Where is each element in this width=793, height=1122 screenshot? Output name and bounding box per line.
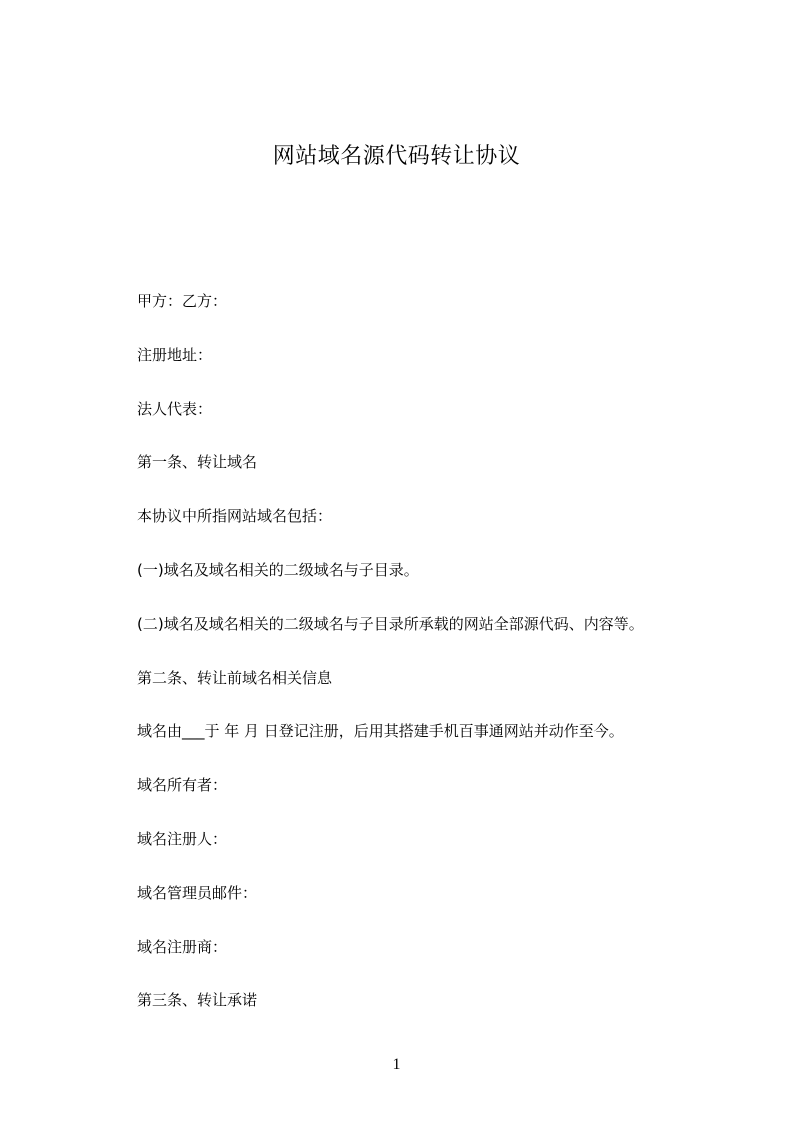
- article-1-heading: 第一条、转让域名: [137, 453, 258, 472]
- domain-admin-email-line: 域名管理员邮件：: [137, 883, 258, 902]
- domain-registrant-line: 域名注册人：: [137, 829, 228, 848]
- domain-registrar-line: 域名注册商：: [137, 937, 228, 956]
- document-body: [137, 288, 757, 1041]
- article-1-item-1: (一)域名及域名相关的二级域名与子目录。: [137, 560, 419, 579]
- registration-statement: 域名由___于 年 月 日登记注册，后用其搭建手机百事通网站并动作至今。: [137, 722, 624, 741]
- party-line: 甲方：乙方：: [137, 292, 228, 310]
- article-3-heading: 第三条、转让承诺: [137, 991, 258, 1010]
- document-title: 网站域名源代码转让协议: [272, 144, 521, 169]
- article-1-intro: 本协议中所指网站域名包括：: [137, 507, 333, 526]
- page-number: 1: [392, 1056, 401, 1073]
- article-1-item-2: (二)域名及域名相关的二级域名与子目录所承载的网站全部源代码、内容等。: [137, 614, 644, 633]
- registered-address-line: 注册地址：: [137, 345, 213, 364]
- article-2-heading: 第二条、转让前域名相关信息: [137, 668, 333, 687]
- legal-representative-line: 法人代表：: [137, 399, 213, 418]
- domain-owner-line: 域名所有者：: [137, 776, 228, 795]
